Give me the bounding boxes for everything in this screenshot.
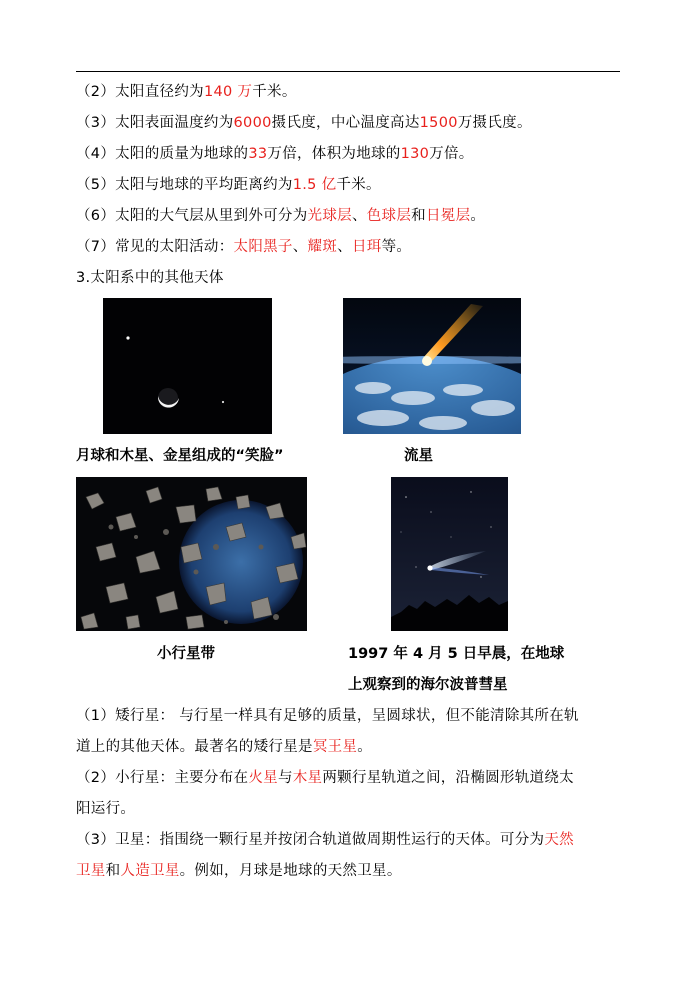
highlight: 1.5 亿 <box>292 177 337 193</box>
sun-atmosphere-line <box>76 206 485 226</box>
header-rule <box>76 71 620 72</box>
caption-meteor: 流星 <box>404 448 433 464</box>
satellite-line2 <box>76 861 402 881</box>
sun-diameter-line <box>76 82 297 102</box>
text: （2）小行星：主要分布在 <box>76 770 249 786</box>
meteor-image <box>343 298 521 434</box>
highlight: 6000 <box>233 115 272 131</box>
text: 万倍，体积为地球的 <box>267 146 401 162</box>
text: （4）太阳的质量为地球的 <box>76 146 249 162</box>
asteroid-line1 <box>76 768 574 788</box>
text: 、 <box>337 239 352 255</box>
text: 千米。 <box>252 84 297 100</box>
highlight: 火星 <box>248 770 278 786</box>
text: 千米。 <box>336 177 381 193</box>
satellite-line1 <box>76 830 574 850</box>
sun-mass-line <box>76 144 474 164</box>
text: 和 <box>105 863 121 879</box>
highlight: 日冕层 <box>425 208 471 224</box>
highlight: 140 万 <box>203 84 253 100</box>
text: 。 <box>470 208 486 224</box>
highlight: 耀斑 <box>307 239 338 255</box>
highlight: 1500 <box>419 115 458 131</box>
sun-temperature-line <box>76 113 532 133</box>
asteroid-belt-image <box>76 477 307 631</box>
highlight: 木星 <box>292 770 323 786</box>
text: 摄氏度，中心温度高达 <box>271 115 420 131</box>
sun-distance-line <box>76 175 381 195</box>
dwarf-planet-line2 <box>76 737 372 757</box>
text: 和 <box>411 208 426 224</box>
caption-comet-line1: 1997 年 4 月 5 日早晨，在地球 <box>348 646 565 662</box>
text: 与 <box>277 770 293 786</box>
highlight: 33 <box>248 146 268 162</box>
text: （3）太阳表面温度约为 <box>76 115 234 131</box>
highlight: 太阳黑子 <box>233 239 293 255</box>
text: 。 <box>357 739 373 755</box>
highlight: 卫星 <box>76 863 106 879</box>
highlight: 人造卫星 <box>120 863 180 879</box>
highlight: 130 <box>400 146 430 162</box>
text: （6）太阳的大气层从里到外可分为 <box>76 208 308 224</box>
text: 等。 <box>381 239 412 255</box>
caption-asteroid-belt: 小行星带 <box>157 646 215 662</box>
highlight: 冥王星 <box>312 739 358 755</box>
text: 。例如，月球是地球的天然卫星。 <box>179 863 402 879</box>
highlight: 日珥 <box>351 239 382 255</box>
text: 道上的其他天体。最著名的矮行星是 <box>76 739 313 755</box>
highlight: 色球层 <box>366 208 412 224</box>
text: 两颗行星轨道之间，沿椭圆形轨道绕太 <box>322 770 574 786</box>
text: （2）太阳直径约为 <box>76 84 204 100</box>
highlight: 天然 <box>544 832 574 848</box>
text: 、 <box>351 208 367 224</box>
text: （7）常见的太阳活动： <box>76 239 234 255</box>
text: 万倍。 <box>429 146 474 162</box>
text: （5）太阳与地球的平均距离约为 <box>76 177 293 193</box>
highlight: 光球层 <box>307 208 352 224</box>
asteroid-line2: 阳运行。 <box>76 801 136 817</box>
solar-activity-line <box>76 237 411 257</box>
text: 、 <box>292 239 308 255</box>
caption-comet-line2: 上观察到的海尔波普彗星 <box>348 677 508 693</box>
caption-smile: 月球和木星、金星组成的“笑脸” <box>76 448 284 464</box>
comet-image <box>391 477 508 631</box>
text: （3）卫星：指围绕一颗行星并按闭合轨道做周期性运行的天体。可分为 <box>76 832 545 848</box>
moon-smile-image <box>103 298 272 434</box>
section-title: 3.太阳系中的其他天体 <box>76 270 224 286</box>
dwarf-planet-line1: （1）矮行星： 与行星一样具有足够的质量，呈圆球状，但不能清除其所在轨 <box>76 708 579 724</box>
text: 万摄氏度。 <box>457 115 532 131</box>
